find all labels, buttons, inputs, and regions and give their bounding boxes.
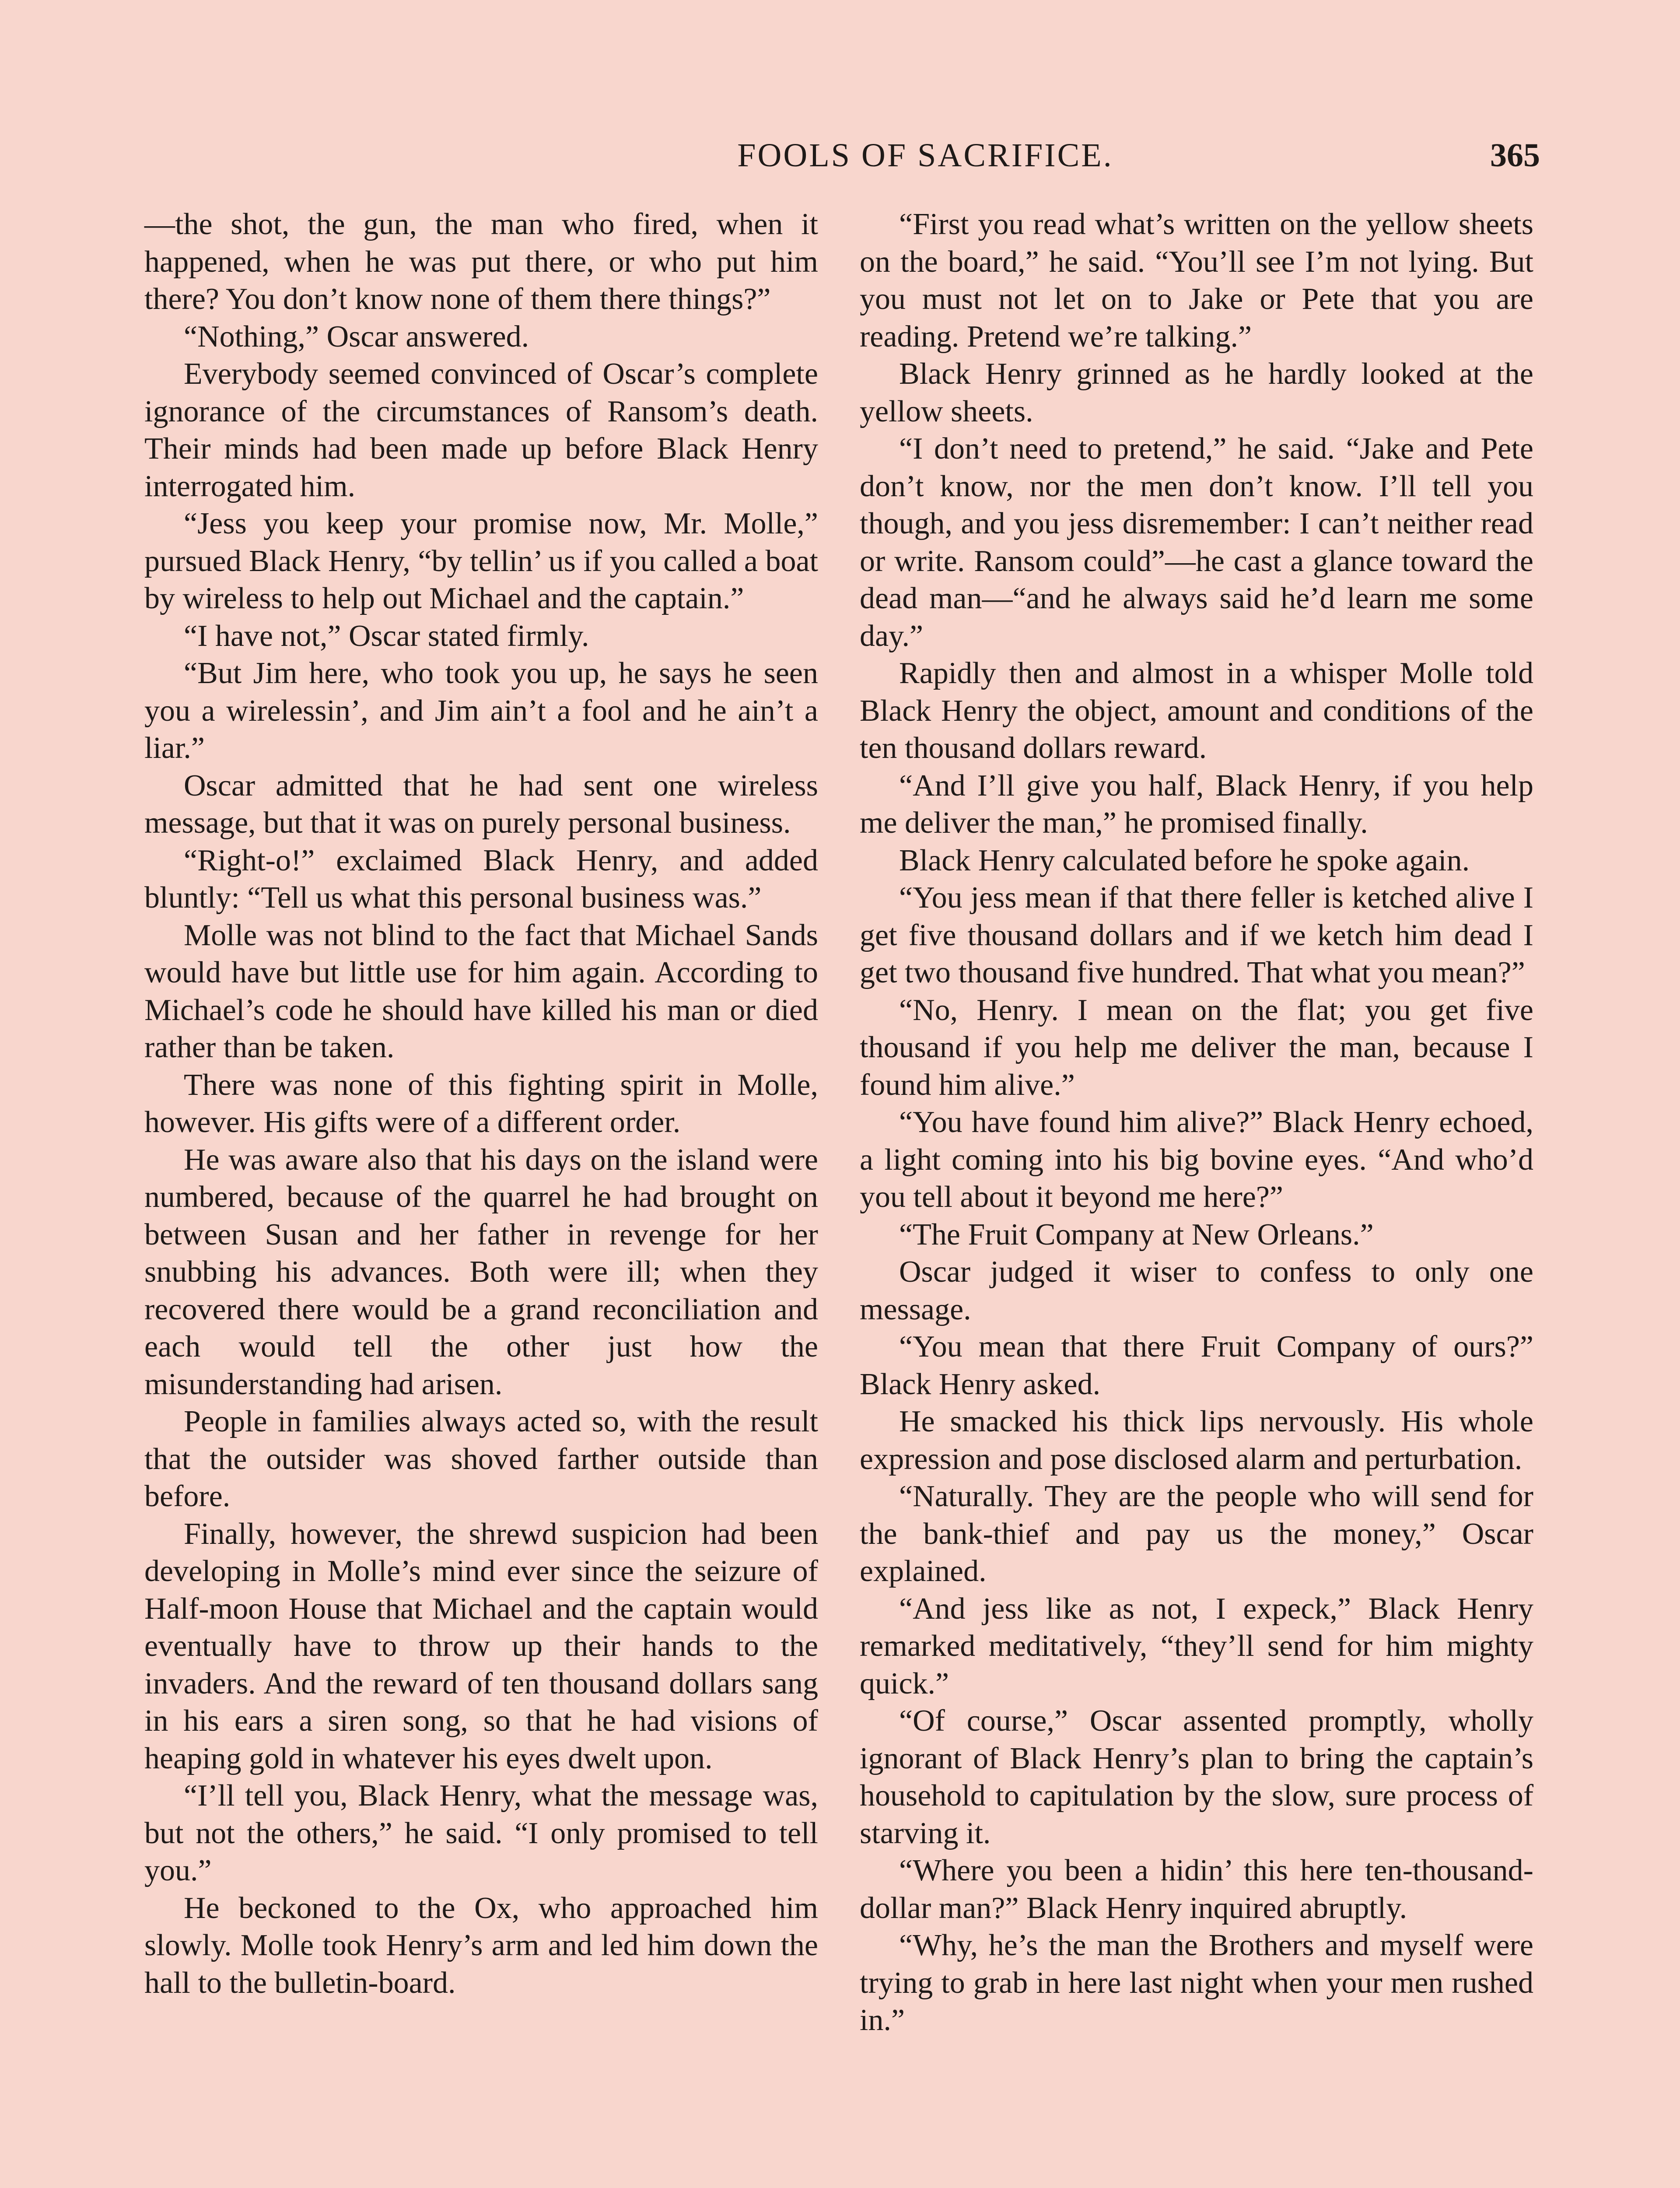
paragraph: “I have not,” Oscar stated firmly. <box>184 619 589 653</box>
paragraph: Finally, however, the shrewd suspicion had been developing in Molle’s mind ever since the seizure of Half-moon House that Michael and the captain would eventually have to throw up their hands to the invaders. And the reward of ten thousand dollars sang in his ears a siren song, so that he had visions of heaping gold in whatever his eyes dwelt upon. <box>144 1517 818 1775</box>
paragraph: Oscar judged it wiser to confess to only one message. <box>860 1255 1533 1326</box>
left-column <box>144 206 818 2002</box>
running-head <box>144 131 1540 179</box>
paragraph: “You mean that there Fruit Company of ours?” Black Henry asked. <box>860 1330 1533 1401</box>
paragraph: “Nothing,” Oscar answered. <box>184 319 529 354</box>
paragraph: Molle was not blind to the fact that Michael Sands would have but little use for him again. According to Michael’s code he should have killed his man or died rather than be taken. <box>144 918 818 1064</box>
paragraph: —the shot, the gun, the man who fired, when it happened, when he was put there, or who put him there? You don’t know none of them there things?” <box>144 207 818 316</box>
paragraph: “Why, he’s the man the Brothers and myself were trying to grab in here last night when your men rushed in.” <box>860 1929 1533 2037</box>
paragraph: “You jess mean if that there feller is ketched alive I get five thousand dollars and if we ketch him dead I get two thousand five hundred. That what you mean?” <box>860 881 1533 989</box>
paragraph: He was aware also that his days on the island were numbered, because of the quarrel he had brought on between Susan and her father in revenge for her snubbing his advances. Both were ill; when they recovered there would be a grand reconciliation and each would tell the other just how the misunderstanding had arisen. <box>144 1143 818 1401</box>
paragraph: Rapidly then and almost in a whisper Molle told Black Henry the object, amount and conditions of the ten thousand dollars reward. <box>860 656 1533 765</box>
paragraph: “You have found him alive?” Black Henry echoed, a light coming into his big bovine eyes. “And who’d you tell about it beyond me here?” <box>860 1105 1533 1214</box>
paragraph: “Right-o!” exclaimed Black Henry, and added bluntly: “Tell us what this personal business was.” <box>144 843 818 915</box>
paragraph: “Jess you keep your promise now, Mr. Molle,” pursued Black Henry, “by tellin’ us if you called a boat by wireless to help out Michael and the captain.” <box>144 507 818 615</box>
paragraph: “Where you been a hidin’ this here ten-thousand-dollar man?” Black Henry inquired abruptly. <box>860 1854 1533 1925</box>
paragraph: He smacked his thick lips nervously. His whole expression and pose disclosed alarm and perturbation. <box>860 1405 1533 1476</box>
paragraph: Black Henry calculated before he spoke again. <box>899 843 1470 877</box>
paragraph: “And jess like as not, I expeck,” Black Henry remarked meditatively, “they’ll send for him mighty quick.” <box>860 1592 1533 1701</box>
paragraph: He beckoned to the Ox, who approached him slowly. Molle took Henry’s arm and led him down the hall to the bulletin-board. <box>144 1891 818 2000</box>
right-column <box>860 206 1533 2039</box>
paragraph: “The Fruit Company at New Orleans.” <box>899 1217 1374 1252</box>
page-number: 365 <box>1490 137 1540 174</box>
paragraph: Oscar admitted that he had sent one wireless message, but that it was on purely personal business. <box>144 768 818 840</box>
running-title: FOOLS OF SACRIFICE. <box>737 137 1113 174</box>
paragraph: “Of course,” Oscar assented promptly, wholly ignorant of Black Henry’s plan to bring the captain’s household to capitulation by the slow, sure process of starving it. <box>860 1704 1533 1850</box>
paragraph: “I’ll tell you, Black Henry, what the message was, but not the others,” he said. “I only promised to tell you.” <box>144 1779 818 1887</box>
paragraph: There was none of this fighting spirit in Molle, however. His gifts were of a different order. <box>144 1068 818 1139</box>
paragraph: Black Henry grinned as he hardly looked at the yellow sheets. <box>860 357 1533 428</box>
paragraph: “But Jim here, who took you up, he says he seen you a wirelessin’, and Jim ain’t a fool and he ain’t a liar.” <box>144 656 818 765</box>
paragraph: “I don’t need to pretend,” he said. “Jake and Pete don’t know, nor the men don’t know. I’ll tell you though, and you jess disremember: I can’t neither read or write. Ransom could”—he cast a glance toward the dead man—“and he always said he’d learn me some day.” <box>860 432 1533 653</box>
paragraph: Everybody seemed convinced of Oscar’s complete ignorance of the circumstances of Ransom’s death. Their minds had been made up before Black Henry interrogated him. <box>144 357 818 503</box>
paragraph: “First you read what’s written on the yellow sheets on the board,” he said. “You’ll see I’m not lying. But you must not let on to Jake or Pete that you are reading. Pretend we’re talking.” <box>860 207 1533 354</box>
paragraph: People in families always acted so, with the result that the outsider was shoved farther outside than before. <box>144 1405 818 1513</box>
paragraph: “No, Henry. I mean on the flat; you get five thousand if you help me deliver the man, because I found him alive.” <box>860 993 1533 1102</box>
paragraph: “And I’ll give you half, Black Henry, if you help me deliver the man,” he promised finally. <box>860 768 1533 840</box>
paragraph: “Naturally. They are the people who will send for the bank-thief and pay us the money,” Oscar explained. <box>860 1480 1533 1588</box>
